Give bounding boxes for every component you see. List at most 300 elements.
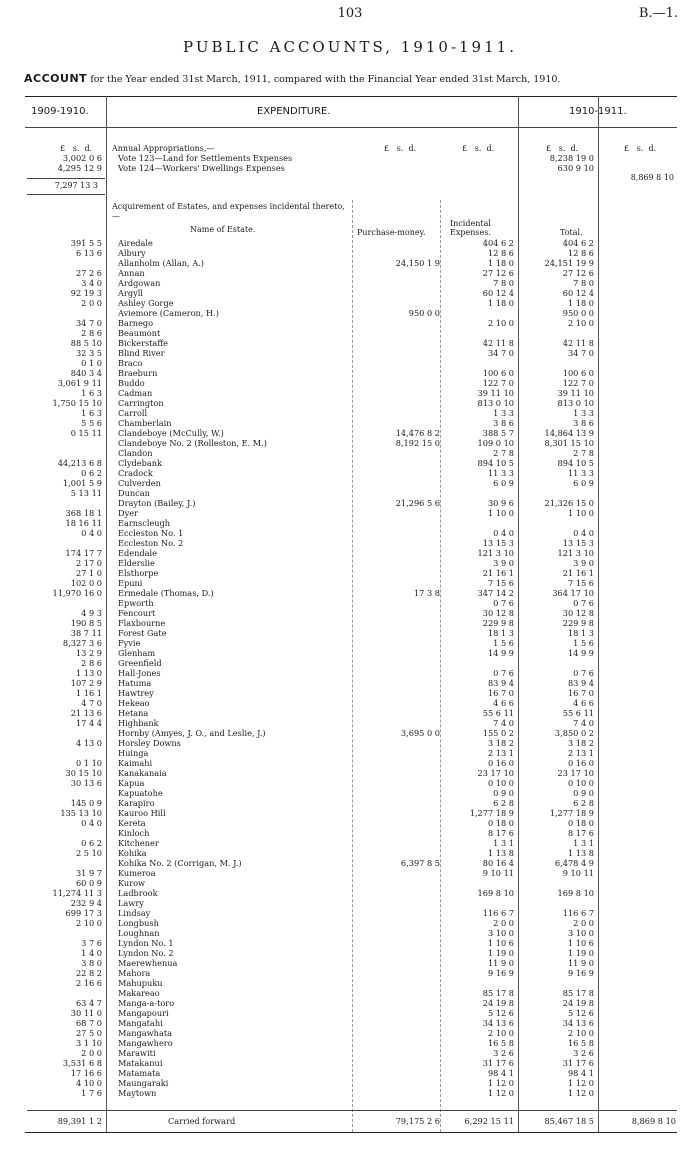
table-row (0, 598, 700, 608)
previous-year-amount: 2 17 0 (75, 558, 102, 568)
annual-grand-total: 8,869 8 10 (630, 173, 674, 182)
incidental-expenses: 1 18 0 (487, 298, 514, 308)
estate-name: Kohika (118, 848, 147, 858)
previous-year-amount: 17 4 4 (75, 718, 102, 728)
previous-year-amount: 38 7 11 (70, 628, 102, 638)
table-row (0, 748, 700, 758)
estate-name: Kumeroa (118, 868, 156, 878)
estate-name: Lawry (118, 898, 144, 908)
estate-name: Flaxbourne (118, 618, 166, 628)
row-total: 404 6 2 (562, 238, 594, 248)
estate-name: Ermedale (Thomas, D.) (118, 588, 214, 598)
row-total: 3 2 6 (573, 1048, 594, 1058)
row-total: 60 12 4 (562, 288, 594, 298)
incidental-expenses: 60 12 4 (482, 288, 514, 298)
estate-name: Ashley Gorge (118, 298, 174, 308)
row-total: 121 3 10 (557, 548, 594, 558)
previous-year-amount: 2 16 6 (75, 978, 102, 988)
previous-year-amount: 11,970 16 0 (52, 588, 102, 598)
incidental-expenses: 122 7 0 (482, 378, 514, 388)
previous-year-amount: 1 6 3 (81, 408, 102, 418)
incidental-expenses: 3 18 2 (487, 738, 514, 748)
row-total: 7 15 6 (567, 578, 594, 588)
annual-heading: Annual Appropriations,— (112, 144, 215, 153)
table-row (0, 498, 700, 508)
row-total: 7 4 0 (573, 718, 594, 728)
row-total: 55 6 11 (562, 708, 594, 718)
previous-year-amount: 0 1 0 (81, 358, 102, 368)
incidental-expenses: 1 10 6 (487, 938, 514, 948)
row-total: 13 15 3 (562, 538, 594, 548)
incidental-expenses: 1 3 3 (493, 408, 514, 418)
annual-line-2-label: Vote 124—Workers' Dwellings Expenses (118, 163, 285, 173)
previous-year-amount: 21 13 6 (70, 708, 102, 718)
estate-name: Glenham (118, 648, 156, 658)
previous-year-amount: 13 2 9 (75, 648, 102, 658)
incidental-expenses: 4 6 6 (493, 698, 514, 708)
account-period: for the Year ended 31st March, 1911, compared with the Financial Year ended 31st March, 1910. (90, 74, 561, 85)
estate-name: Ardgowan (118, 278, 161, 288)
previous-year-amount: 34 7 0 (75, 318, 102, 328)
estate-name: Culverden (118, 478, 161, 488)
row-total: 98 4 1 (567, 1068, 594, 1078)
table-row (0, 708, 700, 718)
estate-name: Clandeboye (McCully, W.) (118, 428, 224, 438)
incidental-expenses: 0 16 0 (487, 758, 514, 768)
row-total: 23 17 10 (557, 768, 594, 778)
table-row (0, 928, 700, 938)
row-total: 8 17 6 (567, 828, 594, 838)
incidental-expenses: 30 12 8 (482, 608, 514, 618)
row-total: 2 7 8 (573, 448, 594, 458)
previous-year-amount: 1 7 6 (81, 1088, 102, 1098)
incidental-expenses: 0 4 0 (493, 528, 514, 538)
incidental-expenses: 9 10 11 (482, 868, 514, 878)
carried-purchase: 79,175 2 6 (395, 1116, 440, 1126)
incidental-expenses: 14 9 9 (487, 648, 514, 658)
row-total: 2 0 0 (573, 918, 594, 928)
estate-name: Clandon (118, 448, 153, 458)
row-total: 122 7 0 (562, 378, 594, 388)
row-total: 1 13 8 (567, 848, 594, 858)
table-row (0, 268, 700, 278)
estate-name: Drayton (Bailey, J.) (118, 498, 196, 508)
previous-year-amount: 2 5 10 (75, 848, 102, 858)
purchase-money: 6,397 8 5 (400, 858, 440, 868)
purchase-money: 950 0 0 (408, 308, 440, 318)
row-total: 7 8 0 (573, 278, 594, 288)
previous-year-amount: 4 10 0 (75, 1078, 102, 1088)
previous-year-amount: 3 1 10 (75, 1038, 102, 1048)
previous-year-amount: 44,213 6 8 (57, 458, 102, 468)
previous-year-amount: 0 4 0 (81, 528, 102, 538)
previous-year-amount: 68 7 0 (75, 1018, 102, 1028)
estate-name: Barnego (118, 318, 154, 328)
estate-name: Eccleston No. 2 (118, 538, 184, 548)
row-total: 27 12 6 (562, 268, 594, 278)
row-total: 85 17 8 (562, 988, 594, 998)
table-row (0, 828, 700, 838)
row-total: 24 19 8 (562, 998, 594, 1008)
row-total: 3 8 6 (573, 418, 594, 428)
row-total: 14,864 13 9 (544, 428, 594, 438)
previous-year-amount: 3,531 6 8 (62, 1058, 102, 1068)
table-row (0, 438, 700, 448)
estate-name: Manga-a-toro (118, 998, 175, 1008)
incidental-expenses: 5 12 6 (487, 1008, 514, 1018)
table-row (0, 428, 700, 438)
incidental-expenses: 13 15 3 (482, 538, 514, 548)
table-row (0, 248, 700, 258)
estate-name: Kapuatohe (118, 788, 163, 798)
incidental-expenses: 116 6 7 (482, 908, 514, 918)
row-total: 21 16 1 (562, 568, 594, 578)
table-row (0, 518, 700, 528)
carried-rule (27, 1110, 677, 1111)
table-row (0, 978, 700, 988)
estate-name: Mahora (118, 968, 151, 978)
table-row (0, 888, 700, 898)
table-row (0, 558, 700, 568)
estate-name: Braco (118, 358, 143, 368)
incidental-expenses: 34 7 0 (487, 348, 514, 358)
row-total: 6 0 9 (573, 478, 594, 488)
account-subtitle (24, 72, 560, 85)
row-total: 1 5 6 (573, 638, 594, 648)
incidental-expenses: 6 2 8 (493, 798, 514, 808)
carried-incidental: 6,292 15 11 (464, 1116, 514, 1126)
previous-year-amount: 32 3 5 (75, 348, 102, 358)
previous-year-amount: 63 4 7 (75, 998, 102, 1008)
table-row (0, 1088, 700, 1098)
incidental-expenses: 34 13 6 (482, 1018, 514, 1028)
previous-year-amount: 3 4 0 (81, 278, 102, 288)
table-row (0, 758, 700, 768)
previous-year-amount: 4 7 0 (81, 698, 102, 708)
table-row (0, 858, 700, 868)
estate-name: Kaimahi (118, 758, 153, 768)
previous-year-amount: 391 5 5 (70, 238, 102, 248)
estate-name: Kauroo Hill (118, 808, 166, 818)
incidental-expenses: 8 17 6 (487, 828, 514, 838)
table-row (0, 798, 700, 808)
incidental-expenses: 1 5 6 (493, 638, 514, 648)
incidental-expenses: 83 9 4 (487, 678, 514, 688)
table-row (0, 1018, 700, 1028)
incidental-expenses: 27 12 6 (482, 268, 514, 278)
previous-year-amount: 2 10 0 (75, 918, 102, 928)
row-total: 16 5 8 (567, 1038, 594, 1048)
estate-name: Horsley Downs (118, 738, 181, 748)
incidental-expenses: 7 15 6 (487, 578, 514, 588)
incidental-expenses: 9 16 9 (487, 968, 514, 978)
row-total: 8,301 15 10 (544, 438, 594, 448)
table-row (0, 358, 700, 368)
row-total: 11 9 0 (567, 958, 594, 968)
previous-year-amount: 107 2 9 (70, 678, 102, 688)
table-row (0, 468, 700, 478)
estate-name: Chamberlain (118, 418, 172, 428)
row-total: 34 7 0 (567, 348, 594, 358)
row-total: 2 10 0 (567, 318, 594, 328)
carried-total: 85,467 18 5 (544, 1116, 594, 1126)
acquirement-heading: Acquirement of Estates, and expenses incidental thereto,— (112, 202, 345, 221)
col-estate-heading: Name of Estate. (190, 225, 256, 234)
estate-name: Karapiro (118, 798, 155, 808)
estate-name: Elderslie (118, 558, 155, 568)
table-row (0, 538, 700, 548)
previous-year-amount: 5 5 6 (81, 418, 102, 428)
table-row (0, 1008, 700, 1018)
purchase-money: 8,192 15 0 (395, 438, 440, 448)
money-heads-prev: £ s. d. (60, 144, 93, 153)
incidental-expenses: 24 19 8 (482, 998, 514, 1008)
estate-name: Kapua (118, 778, 145, 788)
table-row (0, 338, 700, 348)
estate-name: Albury (118, 248, 146, 258)
incidental-expenses: 39 11 10 (477, 388, 514, 398)
previous-year-amount: 102 0 0 (70, 578, 102, 588)
estate-name: Kereta (118, 818, 146, 828)
estate-name: Mangatahi (118, 1018, 163, 1028)
estate-name: Maytown (118, 1088, 157, 1098)
table-row (0, 478, 700, 488)
annual-line-1-label: Vote 123—Land for Settlements Expenses (118, 153, 293, 163)
table-row (0, 818, 700, 828)
incidental-expenses: 894 10 5 (477, 458, 514, 468)
previous-year-amount: 8,327 3 6 (62, 638, 102, 648)
incidental-expenses: 3 9 0 (493, 558, 514, 568)
incidental-expenses: 1 3 1 (493, 838, 514, 848)
table-row (0, 768, 700, 778)
estate-name: Kohika No. 2 (Corrigan, M. J.) (118, 858, 242, 868)
incidental-expenses: 100 6 0 (482, 368, 514, 378)
estate-name: Cradock (118, 468, 153, 478)
estate-name: Elsthorpe (118, 568, 159, 578)
table-row (0, 1068, 700, 1078)
previous-year-amount: 2 0 0 (81, 1048, 102, 1058)
row-total: 0 7 6 (573, 598, 594, 608)
estate-name: Mangapouri (118, 1008, 169, 1018)
incidental-expenses: 85 17 8 (482, 988, 514, 998)
row-total: 9 16 9 (567, 968, 594, 978)
table-row (0, 658, 700, 668)
previous-year-amount: 699 17 3 (65, 908, 102, 918)
row-total: 813 0 10 (557, 398, 594, 408)
estate-name: Mangawhero (118, 1038, 173, 1048)
document-reference: B.—1. (638, 6, 678, 21)
annual-prev-total: 7,297 13 3 (54, 181, 98, 190)
incidental-expenses: 109 0 10 (477, 438, 514, 448)
estate-name: Duncan (118, 488, 150, 498)
previous-year-amount: 1 4 0 (81, 948, 102, 958)
row-total: 6 2 8 (573, 798, 594, 808)
estate-name: Clydebank (118, 458, 162, 468)
row-total: 1 3 3 (573, 408, 594, 418)
estate-name: Carrington (118, 398, 164, 408)
row-total: 950 0 0 (562, 308, 594, 318)
table-row (0, 288, 700, 298)
table-row (0, 878, 700, 888)
previous-year-amount: 88 5 10 (70, 338, 102, 348)
previous-year-amount: 4 9 3 (81, 608, 102, 618)
row-total: 3,850 0 2 (554, 728, 594, 738)
row-total: 83 9 4 (567, 678, 594, 688)
previous-year-amount: 30 15 10 (65, 768, 102, 778)
row-total: 0 7 6 (573, 668, 594, 678)
purchase-money: 3,695 0 0 (400, 728, 440, 738)
account-label: ACCOUNT (24, 72, 88, 85)
estate-name: Maungaraki (118, 1078, 169, 1088)
estate-name: Lyndon No. 2 (118, 948, 174, 958)
annual-total-rule (27, 178, 105, 179)
table-row (0, 1078, 700, 1088)
purchase-money: 21,296 5 6 (395, 498, 440, 508)
previous-year-amount: 1 6 3 (81, 388, 102, 398)
table-row (0, 348, 700, 358)
previous-year-amount: 0 6 2 (81, 838, 102, 848)
incidental-expenses: 3 2 6 (493, 1048, 514, 1058)
table-row (0, 938, 700, 948)
estate-name: Lyndon No. 1 (118, 938, 174, 948)
table-row (0, 398, 700, 408)
row-total: 16 7 0 (567, 688, 594, 698)
table-row (0, 628, 700, 638)
estate-name: Kitchener (118, 838, 159, 848)
table-row (0, 728, 700, 738)
estate-name: Hatuma (118, 678, 152, 688)
estate-name: Argyll (118, 288, 143, 298)
table-row (0, 1028, 700, 1038)
previous-year-amount: 190 8 5 (70, 618, 102, 628)
table-row (0, 568, 700, 578)
table-row (0, 388, 700, 398)
table-row (0, 848, 700, 858)
row-total: 0 16 0 (567, 758, 594, 768)
annual-line-2-prev: 4,295 12 9 (57, 163, 102, 173)
table-row (0, 908, 700, 918)
previous-year-amount: 30 11 0 (70, 1008, 102, 1018)
table-row (0, 308, 700, 318)
row-total: 894 10 5 (557, 458, 594, 468)
incidental-expenses: 12 8 6 (487, 248, 514, 258)
row-total: 116 6 7 (562, 908, 594, 918)
incidental-expenses: 2 10 0 (487, 1028, 514, 1038)
previous-year-amount: 27 5 0 (75, 1028, 102, 1038)
previous-year-amount: 0 4 0 (81, 818, 102, 828)
table-row (0, 608, 700, 618)
previous-year-amount: 1,001 5 9 (62, 478, 102, 488)
table-row (0, 958, 700, 968)
previous-year-amount: 840 3 4 (70, 368, 102, 378)
table-row (0, 1058, 700, 1068)
incidental-expenses: 1 10 0 (487, 508, 514, 518)
row-total: 18 1 3 (567, 628, 594, 638)
money-heads-ie: £ s. d. (462, 144, 495, 153)
previous-year-amount: 0 15 11 (70, 428, 102, 438)
table-row (0, 898, 700, 908)
estate-name: Highbank (118, 718, 159, 728)
previous-year-amount: 31 9 7 (75, 868, 102, 878)
estate-name: Epuni (118, 578, 143, 588)
estate-name: Marawiti (118, 1048, 156, 1058)
estate-name: Cadman (118, 388, 153, 398)
previous-year-amount: 232 9 4 (70, 898, 102, 908)
estate-name: Earnscleugh (118, 518, 171, 528)
table-row (0, 368, 700, 378)
row-total: 1 12 0 (567, 1078, 594, 1088)
previous-year-amount: 17 16 6 (70, 1068, 102, 1078)
previous-year-amount: 3,061 9 11 (57, 378, 102, 388)
purchase-money: 14,476 8 2 (395, 428, 440, 438)
estate-name: Hornby (Amyes, J. O., and Leslie, J.) (118, 728, 266, 738)
row-total: 1 10 0 (567, 508, 594, 518)
row-total: 1 18 0 (567, 298, 594, 308)
table-row (0, 918, 700, 928)
page-number: 103 (337, 6, 363, 21)
row-total: 24,151 19 9 (544, 258, 594, 268)
previous-year-amount: 135 13 10 (60, 808, 102, 818)
table-row (0, 548, 700, 558)
previous-year-amount: 6 13 6 (75, 248, 102, 258)
estate-name: Longbush (118, 918, 159, 928)
row-total: 14 9 9 (567, 648, 594, 658)
incidental-expenses: 23 17 10 (477, 768, 514, 778)
table-row (0, 378, 700, 388)
annual-line-1-prev: 3,002 0 6 (62, 153, 102, 163)
incidental-expenses: 16 5 8 (487, 1038, 514, 1048)
previous-year-amount: 174 17 7 (65, 548, 102, 558)
table-row (0, 678, 700, 688)
incidental-expenses: 21 16 1 (482, 568, 514, 578)
previous-year-amount: 11,274 11 3 (52, 888, 102, 898)
incidental-expenses: 1 19 0 (487, 948, 514, 958)
previous-year-amount: 30 13 6 (70, 778, 102, 788)
incidental-expenses: 3 10 0 (487, 928, 514, 938)
row-total: 4 6 6 (573, 698, 594, 708)
previous-year-amount: 1,750 15 10 (52, 398, 102, 408)
row-total: 0 9 0 (573, 788, 594, 798)
table-row (0, 668, 700, 678)
incidental-expenses: 80 16 4 (482, 858, 514, 868)
table-row (0, 998, 700, 1008)
table-row (0, 458, 700, 468)
estate-name: Kurow (118, 878, 146, 888)
row-total: 11 3 3 (567, 468, 594, 478)
table-row (0, 688, 700, 698)
estate-name: Hekeao (118, 698, 150, 708)
table-row (0, 528, 700, 538)
incidental-expenses: 404 6 2 (482, 238, 514, 248)
row-total: 1,277 18 9 (549, 808, 594, 818)
estate-name: Forest Gate (118, 628, 167, 638)
incidental-expenses: 31 17 6 (482, 1058, 514, 1068)
estate-name: Maerewhenua (118, 958, 178, 968)
table-row (0, 648, 700, 658)
estate-name: Blind River (118, 348, 165, 358)
estate-name: Clandeboye No. 2 (Rolleston, E. M.) (118, 438, 267, 448)
estate-name: Loughnan (118, 928, 160, 938)
previous-year-amount: 5 13 11 (70, 488, 102, 498)
estate-name: Huinga (118, 748, 149, 758)
table-row (0, 948, 700, 958)
estate-name: Fyvie (118, 638, 141, 648)
previous-year-amount: 27 1 0 (75, 568, 102, 578)
incidental-expenses: 42 11 8 (482, 338, 514, 348)
estate-name: Kanakanaia (118, 768, 167, 778)
table-row (0, 508, 700, 518)
table-row (0, 588, 700, 598)
